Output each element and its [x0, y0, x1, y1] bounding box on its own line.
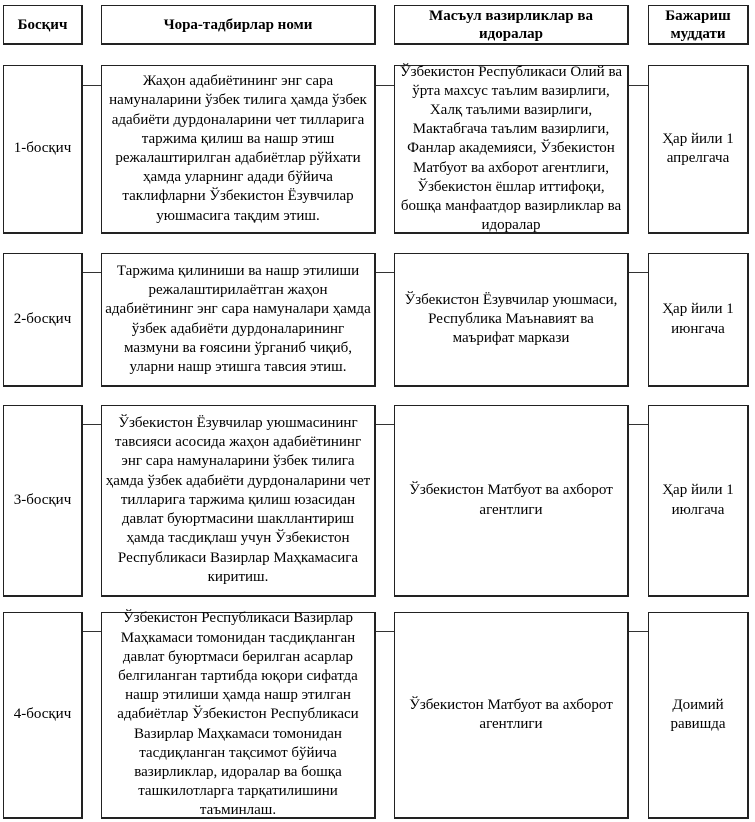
stage-3-measure-box	[101, 405, 376, 597]
connector-line	[629, 85, 648, 86]
stage-2-measure-box	[101, 253, 376, 387]
header-deadline-label: Бажариш муддати	[665, 7, 731, 42]
stage-3-measure-text: Ўзбекистон Ёзувчилар уюшмасининг тавсияси асосида жаҳон адабиётининг энг сара намуналарини ўзбек тилига ҳамда ўзбек адабиёти дурдоналарини чет тилларига таржима қилиш юзасидан давлат буюртмасини шакллантириш ҳамда тасдиқлаш учун Ўзбекистон Республикаси Вазирлар Маҳкамасига киритиш.	[105, 415, 371, 585]
stage-4-responsible-box	[394, 612, 629, 819]
stage-3-deadline-text: Ҳар йили 1 июлгача	[662, 482, 734, 518]
stage-2-responsible-box	[394, 253, 629, 387]
connector-line	[376, 272, 394, 273]
stage-4-responsible-text: Ўзбекистон Матбуот ва ахборот агентлиги	[409, 696, 613, 732]
stage-4-measure-text: Ўзбекистон Республикаси Вазирлар Маҳкамаси томонидан тасдиқланган давлат буюртмаси берилган асарлар белгиланган тартибда юқори сифатда нашр этилиши ҳамда нашр этилган адабиётлар Ўзбекистон Республикаси Вазирлар Маҳкамаси томонидан тасдиқланган тақсимот бўйича вазирликлар, идоралар ва бошқа ташкилотларга тарқатилишини таъминлаш.	[117, 610, 359, 819]
stage-1-box	[3, 65, 83, 234]
stage-1-responsible-text: Ўзбекистон Республикаси Олий ва ўрта махсус таълим вазирлиги, Халқ таълими вазирлиги, Мактабгача таълим вазирлиги, Фанлар академияси, Ўзбекистон Матбуот ва ахборот агентлиги, Ўзбекистон ёшлар иттифоқи, бошқа манфаатдор вазирликлар ва идоралар	[400, 63, 622, 234]
connector-line	[629, 631, 648, 632]
stage-3-deadline-box	[648, 405, 749, 597]
connector-line	[83, 85, 101, 86]
stage-3-responsible-box	[394, 405, 629, 597]
stage-2-deadline-text: Ҳар йили 1 июнгача	[662, 301, 734, 337]
header-responsible-label: Масъул вазирликлар ва идоралар	[429, 7, 593, 42]
header-stage-label: Босқич	[17, 16, 68, 33]
stage-1-deadline-text: Ҳар йили 1 апрелгача	[662, 130, 734, 166]
stage-1-label: 1-босқич	[13, 140, 72, 157]
stage-1-measure-box	[101, 65, 376, 234]
stage-3-responsible-text: Ўзбекистон Матбуот ва ахборот агентлиги	[409, 482, 613, 518]
stage-2-deadline-box	[648, 253, 749, 387]
header-measures-label: Чора-тадбирлар номи	[163, 16, 313, 33]
stage-4-deadline-text: Доимий равишда	[670, 696, 726, 732]
connector-line	[376, 85, 394, 86]
connector-line	[376, 424, 394, 425]
stage-2-measure-text: Таржима қилиниши ва нашр этилиши режалаштирилаётган жаҳон адабиётининг энг сара намуналари ҳамда ўзбек адабиёти дурдоналарининг мазмуни ва ғоясини ўрганиб чиқиб, уларни нашр этишга тавсия этиш.	[105, 262, 371, 375]
header-measures	[101, 5, 376, 45]
stage-2-box	[3, 253, 83, 387]
stage-4-deadline-box	[648, 612, 749, 819]
stage-2-responsible-text: Ўзбекистон Ёзувчилар уюшмаси, Республика Маънавият ва маърифат маркази	[404, 291, 618, 347]
connector-line	[629, 272, 648, 273]
stage-4-measure-box	[101, 612, 376, 819]
header-deadline	[648, 5, 749, 45]
stage-3-box	[3, 405, 83, 597]
connector-line	[629, 424, 648, 425]
connector-line	[376, 631, 394, 632]
stage-4-box	[3, 612, 83, 819]
connector-line	[83, 424, 101, 425]
header-responsible	[394, 5, 629, 45]
stage-1-deadline-box	[648, 65, 749, 234]
connector-line	[83, 272, 101, 273]
stage-2-label: 2-босқич	[13, 310, 72, 327]
header-stage	[3, 5, 83, 45]
stage-3-label: 3-босқич	[13, 491, 72, 508]
connector-line	[83, 631, 101, 632]
stage-1-measure-text: Жаҳон адабиётининг энг сара намуналарини ўзбек тилига ҳамда ўзбек адабиёти дурдоналарини чет тилларига таржима қилиш ва нашр этиш режалаштирилган адабиётлар рўйхати ҳамда уларнинг адади бўйича таклифларни Ўзбекистон Ёзувчилар уюшмасига тақдим этиш.	[109, 73, 367, 224]
stage-1-responsible-box	[394, 65, 629, 234]
stage-4-label: 4-босқич	[13, 706, 72, 723]
